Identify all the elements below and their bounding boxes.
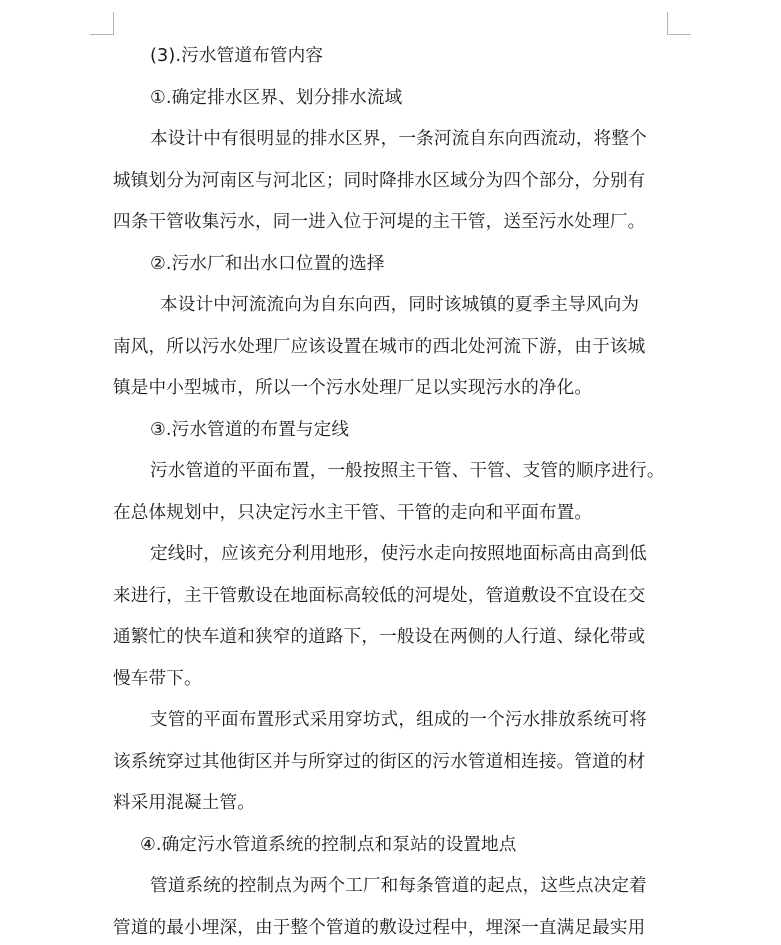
paragraph-line: 镇是中小型城市，所以一个污水处理厂足以实现污水的净化。 (113, 378, 593, 398)
paragraph-line: 慢车带下。 (113, 669, 202, 689)
paragraph-line: 定线时，应该充分利用地形，使污水走向按照地面标高由高到低 (150, 544, 647, 564)
paragraph-line: 来进行，主干管敷设在地面标高较低的河堤处，管道敷设不宜设在交 (113, 586, 646, 606)
paragraph-line: 支管的平面布置形式采用穿坊式，组成的一个污水排放系统可将 (150, 710, 647, 730)
paragraph-line: 管道的最小埋深，由于整个管道的敷设过程中，埋深一直满足最实用 (113, 918, 646, 938)
crop-mark-top-right-v (667, 12, 668, 35)
subsection-heading: ①.确定排水区界、划分排水流域 (150, 88, 403, 108)
paragraph-line: 南风，所以污水处理厂应该设置在城市的西北处河流下游，由于该城 (113, 337, 646, 357)
subsection-heading: ③.污水管道的布置与定线 (150, 420, 350, 440)
paragraph-line: 在总体规划中，只决定污水主干管、干管的走向和平面布置。 (113, 503, 593, 523)
subsection-heading: ④.确定污水管道系统的控制点和泵站的设置地点 (140, 835, 517, 855)
paragraph-line: 本设计中有很明显的排水区界，一条河流自东向西流动，将整个 (150, 129, 647, 149)
paragraph-line: 本设计中河流流向为自东向西，同时该城镇的夏季主导风向为 (160, 295, 640, 315)
paragraph-line: 污水管道的平面布置，一般按照主干管、干管、支管的顺序进行。 (150, 461, 665, 481)
paragraph-line: 料采用混凝土管。 (113, 793, 255, 813)
section-heading: (3).污水管道布管内容 (150, 46, 324, 66)
paragraph-line: 城镇划分为河南区与河北区；同时降排水区域分为四个部分，分别有 (113, 171, 646, 191)
paragraph-line: 通繁忙的快车道和狭窄的道路下，一般设在两侧的人行道、绿化带或 (113, 627, 646, 647)
paragraph-line: 管道系统的控制点为两个工厂和每条管道的起点，这些点决定着 (150, 876, 647, 896)
crop-mark-top-left-v (113, 12, 114, 35)
paragraph-line: 该系统穿过其他街区并与所穿过的街区的污水管道相连接。管道的材 (113, 752, 646, 772)
crop-mark-top-left-h (90, 34, 114, 35)
crop-mark-top-right-h (667, 34, 691, 35)
subsection-heading: ②.污水厂和出水口位置的选择 (150, 254, 385, 274)
paragraph-line: 四条干管收集污水，同一进入位于河堤的主干管，送至污水处理厂。 (113, 212, 646, 232)
